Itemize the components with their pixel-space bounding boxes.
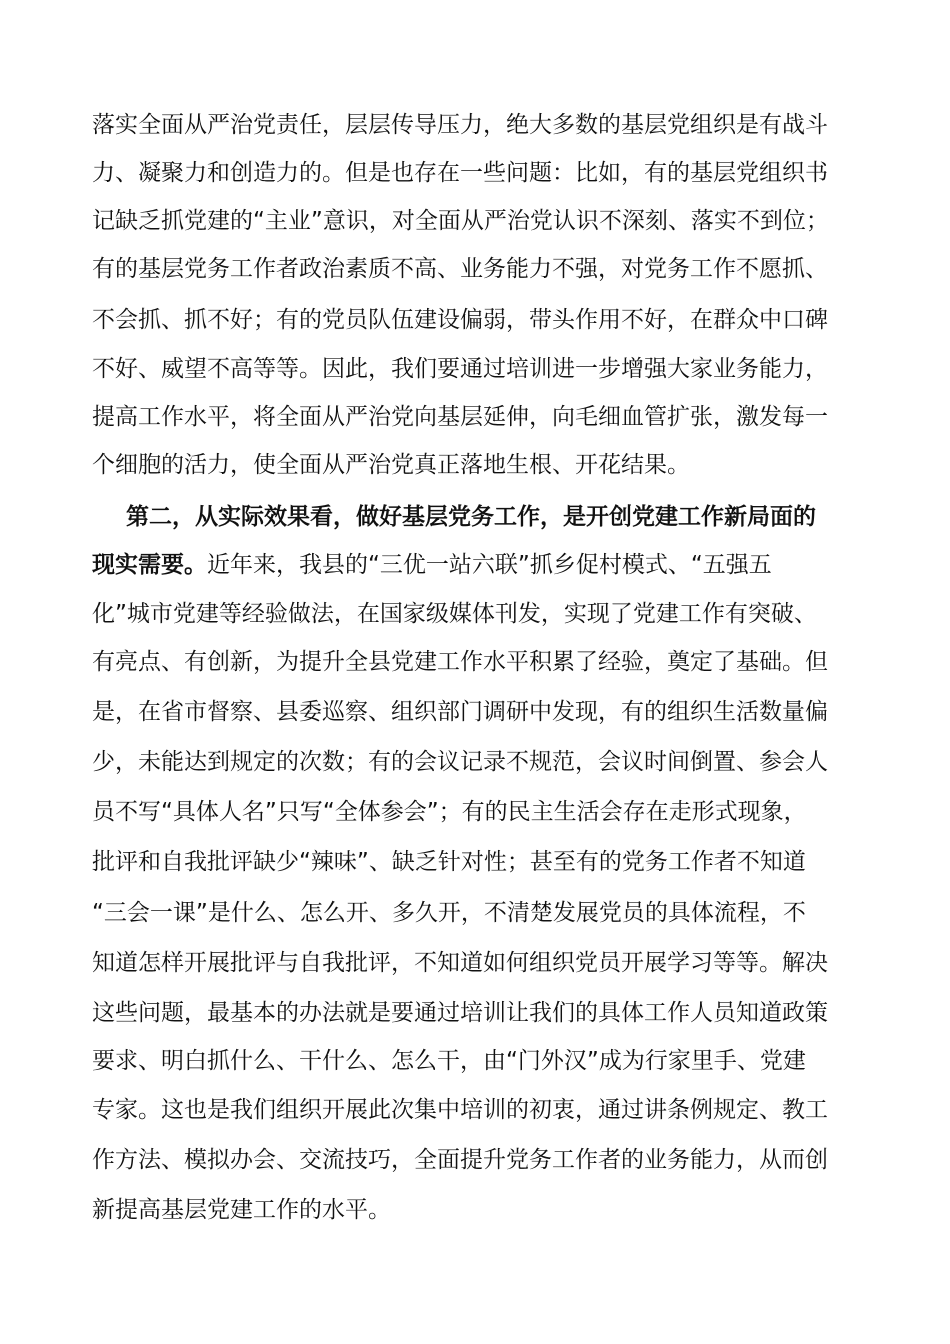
paragraph-2-line: 批评和自我批评缺少“辣味”、缺乏针对性；甚至有的党务工作者不知道 <box>92 849 806 875</box>
paragraph-2-line: 化”城市党建等经验做法，在国家级媒体刊发，实现了党建工作有突破、 <box>92 601 817 627</box>
paragraph-1-line: 落实全面从严治党责任，层层传导压力，绝大多数的基层党组织是有战斗 <box>92 112 828 138</box>
paragraph-2-line-mixed <box>92 548 772 582</box>
paragraph-2-line: 这些问题，最基本的办法就是要通过培训让我们的具体工作人员知道政策 <box>92 1000 828 1026</box>
paragraph-1-line: 提高工作水平，将全面从严治党向基层延伸，向毛细血管扩张，激发每一 <box>92 404 828 430</box>
paragraph-2-line: 作方法、模拟办会、交流技巧，全面提升党务工作者的业务能力，从而创 <box>92 1147 828 1173</box>
paragraph-2-line: 员不写“具体人名”只写“全体参会”；有的民主生活会存在走形式现象， <box>92 799 807 825</box>
paragraph-1-line: 不好、威望不高等等。因此，我们要通过培训进一步增强大家业务能力， <box>92 356 828 382</box>
paragraph-2-line: 是，在省市督察、县委巡察、组织部门调研中发现，有的组织生活数量偏 <box>92 699 828 725</box>
paragraph-2-line: 少，未能达到规定的次数；有的会议记录不规范，会议时间倒置、参会人 <box>92 749 828 775</box>
paragraph-1-line: 不会抓、抓不好；有的党员队伍建设偏弱，带头作用不好，在群众中口碑 <box>92 307 828 333</box>
paragraph-2-line: “三会一课”是什么、怎么开、多久开，不清楚发展党员的具体流程，不 <box>92 900 806 926</box>
paragraph-2-line: 新提高基层党建工作的水平。 <box>92 1197 391 1223</box>
paragraph-2-line: 专家。这也是我们组织开展此次集中培训的初衷，通过讲条例规定、教工 <box>92 1097 828 1123</box>
paragraph-1-line: 有的基层党务工作者政治素质不高、业务能力不强，对党务工作不愿抓、 <box>92 256 828 282</box>
paragraph-1-line: 个细胞的活力，使全面从严治党真正落地生根、开花结果。 <box>92 452 690 478</box>
paragraph-2-line-rest: 近年来，我县的“三优一站六联”抓乡促村模式、“五强五 <box>207 552 772 578</box>
paragraph-2-line: 知道怎样开展批评与自我批评，不知道如何组织党员开展学习等等。解决 <box>92 950 828 976</box>
paragraph-2-heading-end: 现实需要。 <box>92 552 207 578</box>
paragraph-1-line: 力、凝聚力和创造力的。但是也存在一些问题：比如，有的基层党组织书 <box>92 160 828 186</box>
paragraph-1-line: 记缺乏抓党建的“主业”意识，对全面从严治党认识不深刻、落实不到位； <box>92 208 829 234</box>
paragraph-2-line: 要求、明白抓什么、干什么、怎么干，由“门外汉”成为行家里手、党建 <box>92 1048 806 1074</box>
paragraph-2-line: 有亮点、有创新，为提升全县党建工作水平积累了经验，奠定了基础。但 <box>92 649 828 675</box>
paragraph-2-heading: 第二，从实际效果看，做好基层党务工作，是开创党建工作新局面的 <box>126 504 816 530</box>
